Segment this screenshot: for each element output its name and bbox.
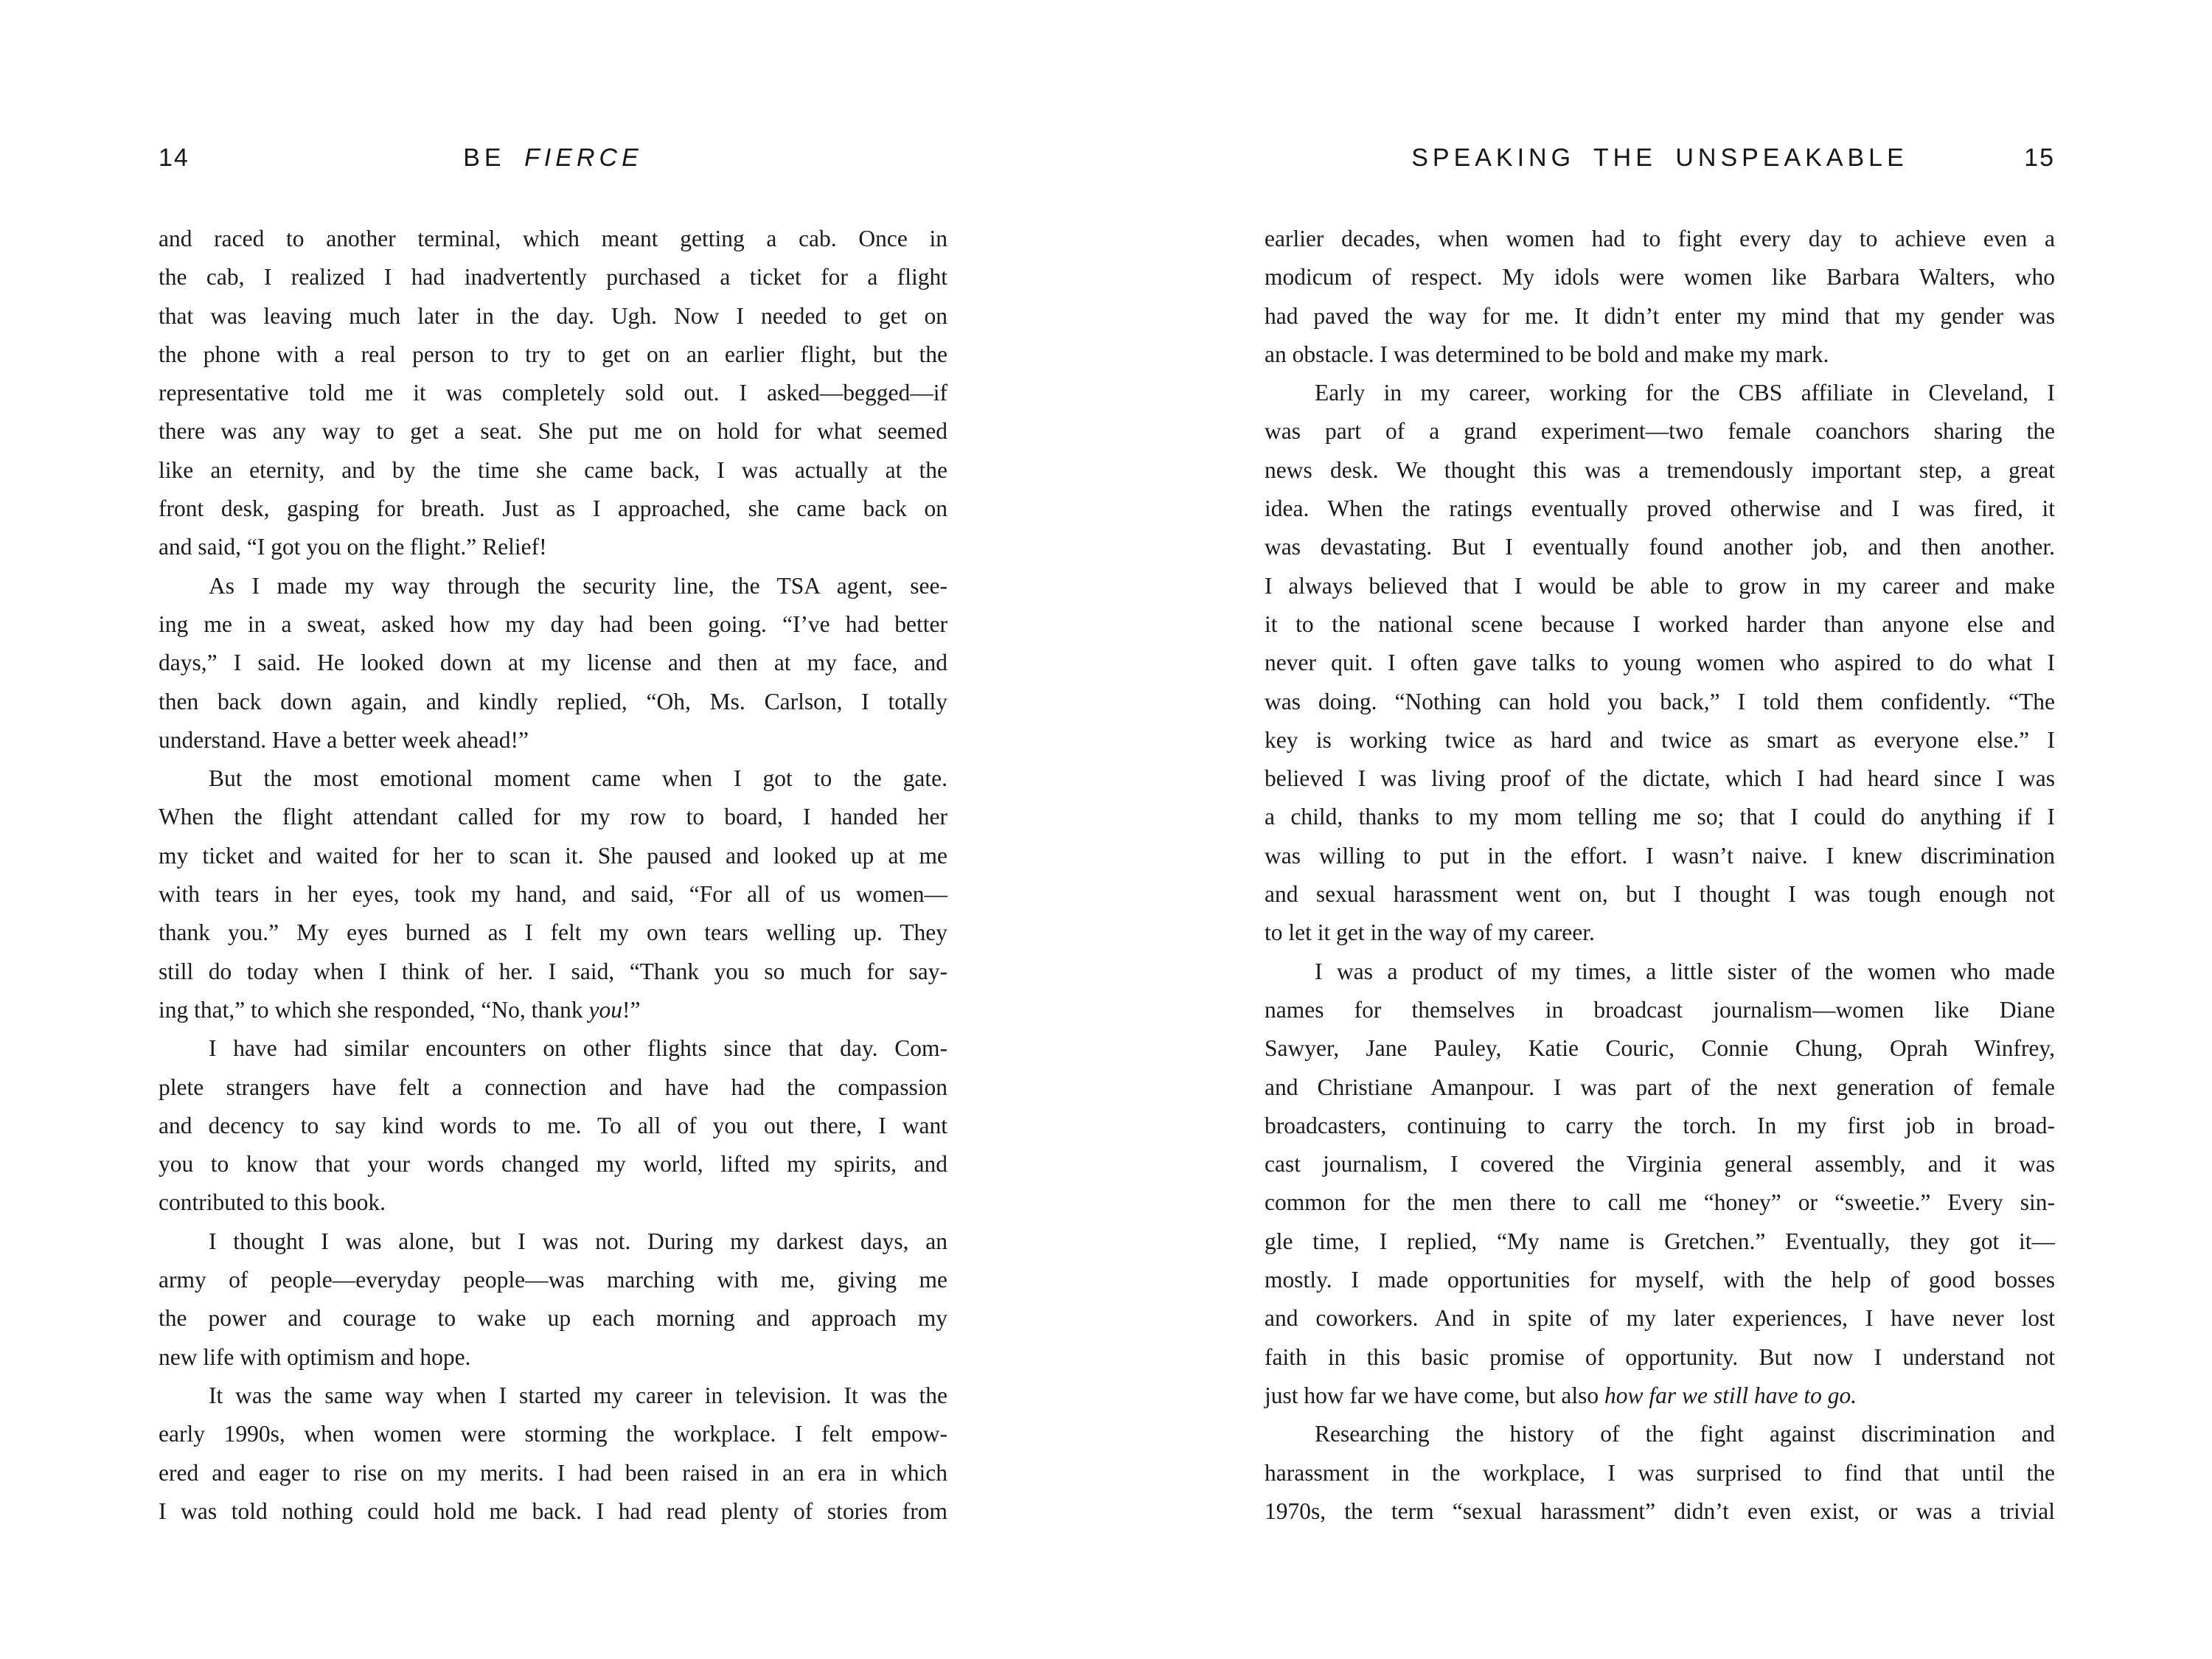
text-line: contributed to this book. <box>159 1189 386 1216</box>
text-line: I was told nothing could hold me back. I had read plenty of stories from <box>159 1498 947 1524</box>
text-line: representative told me it was completely sold out. I asked—begged—if <box>159 380 947 406</box>
text-line: common for the men there to call me “honey” or “sweetie.” Every sin- <box>1265 1189 2055 1216</box>
text-line: with tears in her eyes, took my hand, and said, “For all of us women— <box>159 881 947 908</box>
text-line: Sawyer, Jane Pauley, Katie Couric, Connie Chung, Oprah Winfrey, <box>1265 1035 2055 1062</box>
page-body <box>159 220 947 1531</box>
text-line: and decency to say kind words to me. To all of you out there, I want <box>159 1112 947 1138</box>
text-line: was devastating. But I eventually found another job, and then another. <box>1265 534 2055 560</box>
text-line: early 1990s, when women were storming the workplace. I felt empow- <box>159 1421 947 1447</box>
text-line: ing that,” to which she responded, “No, thank you!” <box>159 996 641 1023</box>
text-line: was doing. “Nothing can hold you back,” I told them confidently. “The <box>1265 688 2055 714</box>
text-line: believed I was living proof of the dictate, which I had heard since I was <box>1265 765 2055 792</box>
text-line: had paved the way for me. It didn’t enter my mind that my gender was <box>1265 302 2055 329</box>
text-line: Researching the history of the fight against discrimination and <box>1315 1421 2055 1447</box>
running-header-title: SPEAKING THE UNSPEAKABLE <box>1411 144 1908 172</box>
text-line: never quit. I often gave talks to young women who aspired to do what I <box>1265 650 2055 676</box>
text-line: key is working twice as hard and twice as smart as everyone else.” I <box>1265 726 2055 753</box>
text-line: a child, thanks to my mom telling me so; that I could do anything if I <box>1265 804 2055 830</box>
text-line: and coworkers. And in spite of my later experiences, I have never lost <box>1265 1305 2055 1332</box>
text-line: I thought I was alone, but I was not. During my darkest days, an <box>209 1228 947 1254</box>
text-line: front desk, gasping for breath. Just as I approached, she came back on <box>159 495 947 522</box>
text-line: days,” I said. He looked down at my license and then at my face, and <box>159 650 947 676</box>
text-line: 1970s, the term “sexual harassment” didn’t even exist, or was a trivial <box>1265 1498 2055 1524</box>
text-line: harassment in the workplace, I was surprised to find that until the <box>1265 1459 2055 1486</box>
text-line: As I made my way through the security line, the TSA agent, see- <box>209 572 947 599</box>
text-line: new life with optimism and hope. <box>159 1343 471 1370</box>
text-line: and sexual harassment went on, but I thought I was tough enough not <box>1265 881 2055 908</box>
text-line: and raced to another terminal, which meant getting a cab. Once in <box>159 226 947 251</box>
text-line: broadcasters, continuing to carry the torch. In my first job in broad- <box>1265 1112 2055 1138</box>
page-number: 15 <box>2024 144 2055 172</box>
text-line: like an eternity, and by the time she came back, I was actually at the <box>159 456 947 483</box>
text-line: But the most emotional moment came when I got to the gate. <box>209 765 947 792</box>
text-line: just how far we have come, but also how far we still have to go. <box>1265 1382 1857 1408</box>
text-line: cast journalism, I covered the Virginia general assembly, and it was <box>1265 1151 2055 1178</box>
paragraph <box>159 1222 947 1377</box>
paragraph <box>1265 953 2055 1416</box>
text-line: understand. Have a better week ahead!” <box>159 726 529 753</box>
text-line: was part of a grand experiment—two female coanchors sharing the <box>1265 418 2055 445</box>
text-line: names for themselves in broadcast journalism—women like Diane <box>1265 996 2055 1023</box>
text-line: then back down again, and kindly replied, “Oh, Ms. Carlson, I totally <box>159 688 947 714</box>
text-line: to let it get in the way of my career. <box>1265 919 1595 946</box>
text-line: idea. When the ratings eventually proved otherwise and I was fired, it <box>1265 495 2055 522</box>
text-line: mostly. I made opportunities for myself, with the help of good bosses <box>1265 1267 2055 1293</box>
running-header-right <box>1265 142 2055 173</box>
page-right <box>1265 0 2055 1659</box>
page-body <box>1265 220 2055 1531</box>
text-line: the power and courage to wake up each morning and approach my <box>159 1305 947 1332</box>
text-line: faith in this basic promise of opportunity. But now I understand not <box>1265 1343 2055 1370</box>
text-line: Early in my career, working for the CBS affiliate in Cleveland, I <box>1315 380 2055 406</box>
text-line: earlier decades, when women had to fight every day to achieve even a <box>1265 226 2055 251</box>
text-line: I was a product of my times, a little sister of the women who made <box>1315 958 2055 984</box>
text-line: the phone with a real person to try to get on an earlier flight, but the <box>159 341 947 367</box>
page-number: 14 <box>159 144 189 172</box>
text-line: plete strangers have felt a connection and have had the compassion <box>159 1074 947 1100</box>
text-line: I always believed that I would be able to grow in my career and make <box>1265 572 2055 599</box>
paragraph <box>159 567 947 759</box>
text-line: my ticket and waited for her to scan it. She paused and looked up at me <box>159 842 947 869</box>
page-left <box>159 0 947 1659</box>
text-line: news desk. We thought this was a tremendously important step, a great <box>1265 456 2055 483</box>
text-line: When the flight attendant called for my row to board, I handed her <box>159 804 947 830</box>
paragraph <box>1265 1415 2055 1531</box>
text-line: that was leaving much later in the day. Ugh. Now I needed to get on <box>159 302 947 329</box>
text-line: still do today when I think of her. I said, “Thank you so much for say- <box>159 958 947 984</box>
paragraph <box>1265 220 2055 374</box>
paragraph <box>159 1377 947 1531</box>
text-line: ing me in a sweat, asked how my day had been going. “I’ve had better <box>159 611 947 637</box>
text-line: it to the national scene because I worked harder than anyone else and <box>1265 611 2055 637</box>
running-header-title: BE FIERCE <box>463 144 643 172</box>
text-line: there was any way to get a seat. She put me on hold for what seemed <box>159 418 947 445</box>
text-line: you to know that your words changed my world, lifted my spirits, and <box>159 1151 947 1178</box>
text-line: the cab, I realized I had inadvertently purchased a ticket for a flight <box>159 264 947 291</box>
text-line: an obstacle. I was determined to be bold and make my mark. <box>1265 341 1829 367</box>
text-line: modicum of respect. My idols were women like Barbara Walters, who <box>1265 264 2055 291</box>
text-line: gle time, I replied, “My name is Gretchen.” Eventually, they got it— <box>1265 1228 2055 1254</box>
text-line: army of people—everyday people—was marching with me, giving me <box>159 1267 947 1293</box>
text-line: was willing to put in the effort. I wasn’t naive. I knew discrimination <box>1265 842 2055 869</box>
text-line: It was the same way when I started my career in television. It was the <box>209 1382 947 1408</box>
text-line: and Christiane Amanpour. I was part of the next generation of female <box>1265 1074 2055 1100</box>
paragraph <box>159 220 947 567</box>
text-line: thank you.” My eyes burned as I felt my own tears welling up. They <box>159 919 947 946</box>
running-header-left <box>159 142 947 173</box>
paragraph <box>1265 374 2055 952</box>
text-line: I have had similar encounters on other flights since that day. Com- <box>209 1035 947 1062</box>
text-line: and said, “I got you on the flight.” Relief! <box>159 534 547 560</box>
text-line: ered and eager to rise on my merits. I had been raised in an era in which <box>159 1459 947 1486</box>
paragraph <box>159 1029 947 1222</box>
paragraph <box>159 759 947 1029</box>
